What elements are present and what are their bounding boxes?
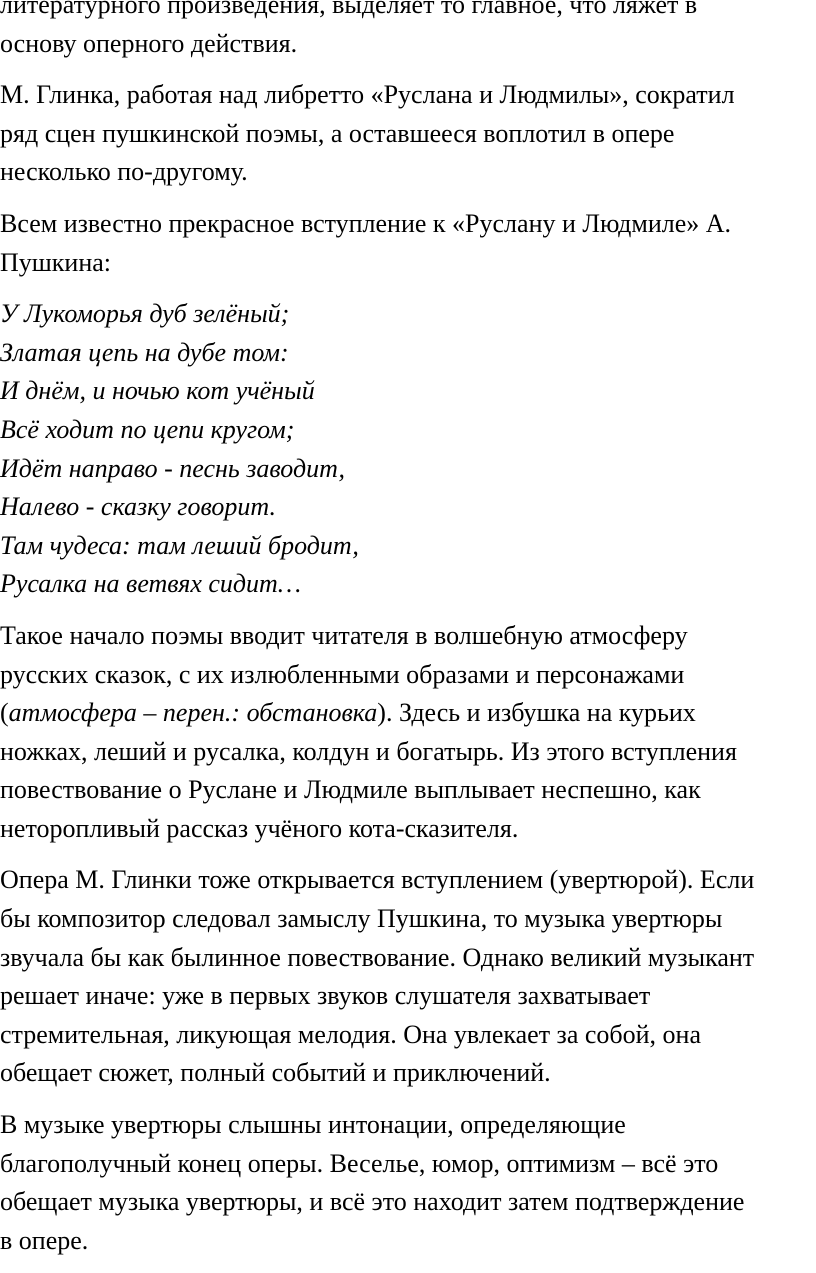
text-line: Всем известно прекрасное вступление к «Руслану и Людмиле» А. (0, 208, 732, 238)
text-line: повествование о Руслане и Людмиле выплывает неспешно, как (0, 775, 701, 805)
text-line: литературного произведения, выделяет то главное, что ляжет в (0, 0, 698, 19)
text-line: обещает музыка увертюры, и всё это находит затем подтверждение (0, 1187, 745, 1217)
text-line: бы композитор следовал замыслу Пушкина, то музыка увертюры (0, 904, 723, 934)
paragraph-overture-intonations (0, 1106, 816, 1260)
paragraph-pushkin-intro (0, 205, 816, 282)
text-line: решает иначе: уже в первых звуков слушателя захватывает (0, 981, 651, 1011)
text-line: звучала бы как былинное повествование. Однако великий музыкант (0, 942, 755, 972)
text-line: основу оперного действия. (0, 28, 298, 58)
text-line: в опере. (0, 1225, 89, 1255)
paragraph-intro-continued (0, 0, 816, 63)
text-line: Опера М. Глинки тоже открывается вступлением (увертюрой). Если (0, 865, 755, 895)
poem-line: Там чудеса: там леший бродит, (0, 530, 359, 560)
text-line: М. Глинка, работая над либретто «Руслана и Людмилы», сократил (0, 80, 735, 110)
open-paren: ( (0, 698, 9, 728)
text-line: стремительная, ликующая мелодия. Она увлекает за собой, она (0, 1019, 701, 1049)
text-line: В музыке увертюры слышны интонации, определяющие (0, 1110, 626, 1140)
text-line: Пушкина: (0, 247, 112, 277)
text-segment: ). Здесь и избушка на курьих (377, 698, 696, 728)
poem-line: Русалка на ветвях сидит… (0, 569, 301, 599)
poem-line: Всё ходит по цепи кругом; (0, 414, 295, 444)
italic-definition: атмосфера – перен.: обстановка (8, 698, 378, 728)
text-line: обещает сюжет, полный событий и приключений. (0, 1058, 551, 1088)
text-line: неторопливый рассказ учёного кота-сказителя. (0, 813, 519, 843)
poem-line: Налево - сказку говорит. (0, 492, 276, 522)
text-line: Такое начало поэмы вводит читателя в волшебную атмосферу (0, 620, 688, 650)
text-line (0, 694, 816, 733)
poem-line: У Лукоморья дуб зелёный; (0, 299, 290, 329)
text-line: несколько по-другому. (0, 157, 248, 187)
paragraph-poem-atmosphere (0, 617, 816, 849)
text-line: ножках, леший и русалка, колдун и богатырь. Из этого вступления (0, 736, 737, 766)
paragraph-overture (0, 861, 816, 1093)
poem-excerpt (0, 295, 816, 604)
text-line: ряд сцен пушкинской поэмы, а оставшееся воплотил в опере (0, 118, 675, 148)
text-line: русских сказок, с их излюбленными образами и персонажами (0, 659, 685, 689)
text-line: благополучный конец оперы. Веселье, юмор, оптимизм – всё это (0, 1148, 719, 1178)
poem-line: Идёт направо - песнь заводит, (0, 453, 346, 483)
poem-line: И днём, и ночью кот учёный (0, 376, 315, 406)
poem-line: Златая цепь на дубе том: (0, 337, 289, 367)
paragraph-glinka-libretto (0, 76, 816, 192)
